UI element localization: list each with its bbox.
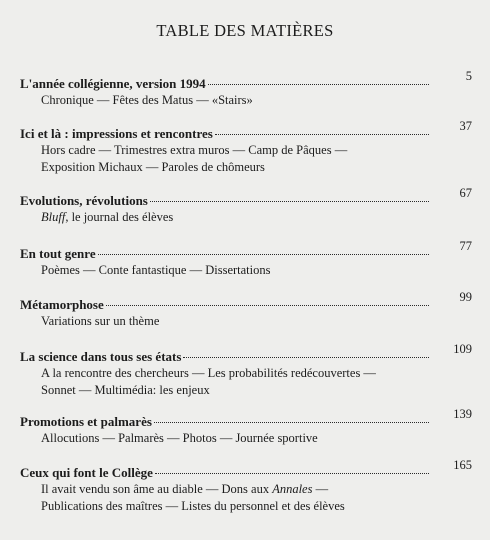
page-number: 139 xyxy=(453,407,472,421)
section-contents: Allocutions — Palmarès — Photos — Journée sportive xyxy=(41,431,318,445)
section-title: Evolutions, révolutions xyxy=(20,193,148,208)
section-contents: A la rencontre des chercheurs — Les probabilités redécouvertes — xyxy=(41,366,376,380)
section-title: Métamorphose xyxy=(20,297,104,312)
text-span: , le journal des élèves xyxy=(65,210,174,224)
section-contents xyxy=(41,498,472,515)
dot-leader xyxy=(98,254,429,255)
section-title: En tout genre xyxy=(20,246,96,261)
dot-leader xyxy=(183,357,429,358)
section-title: L'année collégienne, version 1994 xyxy=(20,76,206,91)
toc-entry xyxy=(20,407,472,447)
section-title: Promotions et palmarès xyxy=(20,414,152,429)
page-title: TABLE DES MATIÈRES xyxy=(156,21,334,40)
section-contents: Exposition Michaux — Paroles de chômeurs xyxy=(41,159,265,174)
dot-leader xyxy=(154,422,429,423)
section-contents xyxy=(41,209,472,226)
section-contents xyxy=(41,481,472,498)
section-contents: Chronique — Fêtes des Matus — «Stairs» xyxy=(41,93,253,107)
toc-entry xyxy=(20,69,472,109)
text-span: Publications des maîtres — Listes du personnel et des élèves xyxy=(41,498,345,513)
page-number: 165 xyxy=(453,458,472,472)
page-number: 5 xyxy=(465,69,472,83)
page-number: 99 xyxy=(459,290,472,304)
section-contents: Variations sur un thème xyxy=(41,314,160,328)
toc-entry xyxy=(20,239,472,279)
dot-leader xyxy=(150,201,429,202)
section-title: Ici et là : impressions et rencontres xyxy=(20,126,213,141)
section-contents: Hors cadre — Trimestres extra muros — Camp de Pâques — xyxy=(41,143,348,157)
section-title: La science dans tous ses états xyxy=(20,349,182,364)
italic-text: Annales xyxy=(272,482,313,496)
page-number: 37 xyxy=(459,119,472,133)
text-span: — xyxy=(312,482,329,496)
dot-leader xyxy=(208,84,429,85)
italic-text: Bluff xyxy=(41,210,66,224)
page-number: 77 xyxy=(459,239,472,253)
toc-entry xyxy=(20,119,472,175)
section-title: Ceux qui font le Collège xyxy=(20,465,153,480)
toc-entry xyxy=(20,342,472,398)
text-span: Il avait vendu son âme au diable — Dons aux xyxy=(41,482,273,496)
dot-leader xyxy=(155,473,429,474)
dot-leader xyxy=(215,134,429,135)
toc-entry xyxy=(20,458,472,514)
page-number: 109 xyxy=(453,342,472,356)
section-contents: Sonnet — Multimédia: les enjeux xyxy=(41,382,210,397)
section-contents: Poèmes — Conte fantastique — Dissertations xyxy=(41,263,271,277)
toc-entry xyxy=(20,186,472,226)
toc-entry xyxy=(20,290,472,330)
dot-leader xyxy=(106,305,429,306)
page-number: 67 xyxy=(459,186,472,200)
